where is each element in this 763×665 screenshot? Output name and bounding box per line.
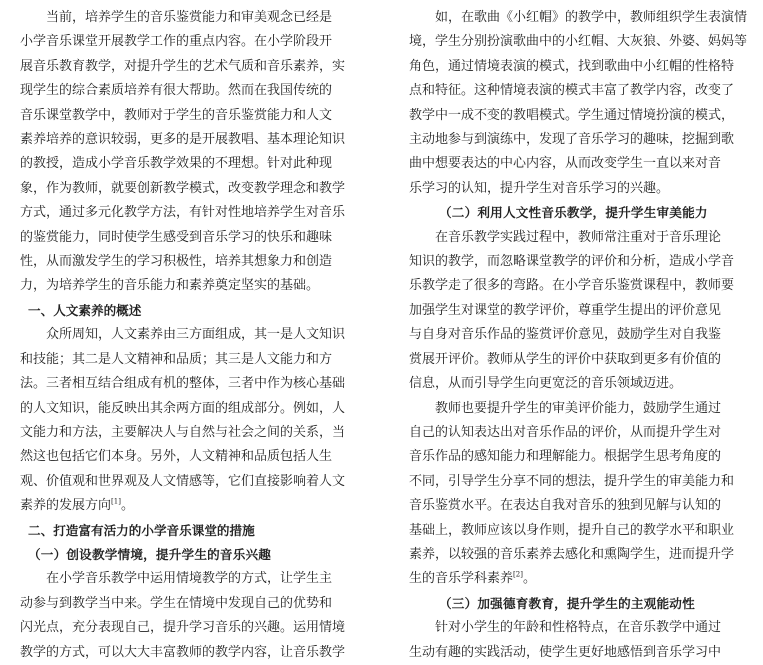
text-line: 与自身对音乐作品的鉴赏评价意见，鼓励学生对自我鉴: [409, 327, 722, 343]
section-heading: 一、人文素养的概述: [28, 302, 142, 318]
text-line: 不同，引导学生分享不同的想法，提升学生的审美能力和: [409, 473, 735, 489]
text-line: 乐教学走了很多的弯路。在小学音乐鉴赏课程中，教师要: [409, 278, 735, 294]
text-line: 教学的方式，可以大大丰富教师的教学内容，让音乐教学: [20, 644, 346, 660]
text-line: 方式，通过多元化教学方法，有针对性地培养学生对音乐: [20, 205, 346, 221]
text-line: 小学音乐课堂开展教学工作的重点内容。在小学阶段开: [20, 34, 333, 50]
citation-ref: [2]: [513, 571, 523, 580]
section-heading: 二、打造富有活力的小学音乐课堂的措施: [28, 522, 255, 538]
text-line: 力，为培养学生的音乐能力和素养奠定坚实的基础。: [20, 278, 320, 294]
subsection-heading: （一）创设教学情境，提升学生的音乐兴趣: [28, 546, 272, 562]
text-line: 展音乐教育教学，对提升学生的艺术气质和音乐素养，实: [20, 58, 346, 74]
text-line: 基础上，教师应该以身作则，提升自己的教学水平和职业: [409, 522, 735, 538]
subsection-heading: （三）加强德育教育，提升学生的主观能动性: [439, 595, 695, 611]
text-line: 象，作为教师，就要创新教学模式，改变教学理念和教学: [20, 180, 346, 196]
text-line: 闪光点，充分表现自己，提升学习音乐的兴趣。运用情境: [20, 620, 346, 636]
text-line: 素养培养的意识较弱，更多的是开展教唱、基本理论知识: [20, 132, 346, 148]
text-line: 和技能；其二是人文精神和品质；其三是人文能力和方: [20, 351, 333, 367]
text-line: 音乐课堂教学中，教师对于学生的音乐鉴赏能力和人文: [20, 107, 333, 123]
text-line: 生动有趣的实践活动，使学生更好地感悟到音乐学习中: [409, 644, 722, 660]
text-span: 。: [522, 571, 536, 587]
text-line: [20, 494, 360, 518]
text-line: 角色，通过情境表演的模式，找到歌曲中小红帽的性格特: [409, 58, 735, 74]
text-span: 生的音乐学科素养: [409, 571, 514, 587]
text-line: 观、价值观和世界观及人文情感等，它们直接影响着人文: [20, 473, 346, 489]
text-line: 的教授，造成小学音乐教学效果的不理想。针对此种现: [20, 156, 333, 172]
left-column: [20, 6, 360, 660]
text-line: 在音乐教学实践过程中，教师常注重对于音乐理论: [435, 229, 722, 245]
text-line: 性，从而激发学生的学习积极性，培养其想象力和创造: [20, 254, 333, 270]
text-line: 如，在歌曲《小红帽》的教学中，教师组织学生表演情: [435, 10, 748, 25]
subsection-heading: （二）利用人文性音乐教学，提升学生审美能力: [439, 205, 708, 221]
text-line: 点和特征。这种情境表演的模式丰富了教学内容，改变了: [409, 83, 735, 99]
text-line: 境，学生分别扮演歌曲中的小红帽、大灰狼、外婆、妈妈等: [409, 34, 748, 50]
text-span: 素养的发展方向: [20, 498, 112, 514]
text-line: [409, 567, 749, 591]
text-line: 在小学音乐教学中运用情境教学的方式，让学生主: [46, 571, 333, 587]
intro-paragraph: [20, 6, 360, 30]
right-column: [409, 6, 749, 660]
text-line: 曲中想要表达的中心内容，从而改变学生一直以来对音: [409, 156, 722, 172]
text-line: 主动地参与到演练中，发现了音乐学习的趣味，挖掘到歌: [409, 132, 735, 148]
text-line: 音乐作品的感知能力和理解能力。根据学生思考角度的: [409, 449, 722, 465]
citation-ref: [1]: [111, 497, 121, 506]
text-line: 加强学生对课堂的教学评价，尊重学生提出的评价意见: [409, 302, 722, 318]
text-line: 文能力和方法，主要解决人与自然与社会之间的关系，当: [20, 424, 346, 440]
text-line: 然这也包括它们本身。另外，人文精神和品质包括人生: [20, 449, 333, 465]
text-line: 现学生的综合素质培养有很大帮助。然而在我国传统的: [20, 83, 333, 99]
text-span: 。: [120, 498, 134, 514]
text-line: 自己的认知表达出对音乐作品的评价，从而提升学生对: [409, 424, 722, 440]
text-line: 教师也要提升学生的审美评价能力，鼓励学生通过: [435, 400, 722, 416]
text-line: 乐学习的认知，提升学生对音乐学习的兴趣。: [409, 180, 670, 196]
text-line: 知识的教学，而忽略课堂教学的评价和分析，造成小学音: [409, 254, 735, 270]
text-line: 针对小学生的年龄和性格特点，在音乐教学中通过: [435, 620, 722, 636]
text-line: 法。三者相互结合组成有机的整体，三者中作为核心基础: [20, 376, 346, 392]
text-line: 素养，以较强的音乐素养去感化和熏陶学生，进而提升学: [409, 546, 735, 562]
text-line: 音乐鉴赏水平。在表达自我对音乐的独到见解与认知的: [409, 498, 722, 514]
text-line: 教学中一成不变的教唱模式。学生通过情境扮演的模式，: [409, 107, 735, 123]
text-line: 的人文知识，能反映出其余两方面的组成部分。例如，人: [20, 400, 346, 416]
text-line: 众所周知，人文素养由三方面组成，其一是人文知识: [46, 327, 346, 343]
text-line: 信息，从而引导学生向更宽泛的音乐领域迈进。: [409, 376, 683, 392]
text-line: 赏展开评价。教师从学生的评价中获取到更多有价值的: [409, 351, 722, 367]
text-line: 动参与到教学当中来。学生在情境中发现自己的优势和: [20, 595, 333, 611]
text-line: 当前，培养学生的音乐鉴赏能力和审美观念已经是: [46, 10, 333, 25]
text-line: 的鉴赏能力，同时使学生感受到音乐学习的快乐和趣味: [20, 229, 333, 245]
